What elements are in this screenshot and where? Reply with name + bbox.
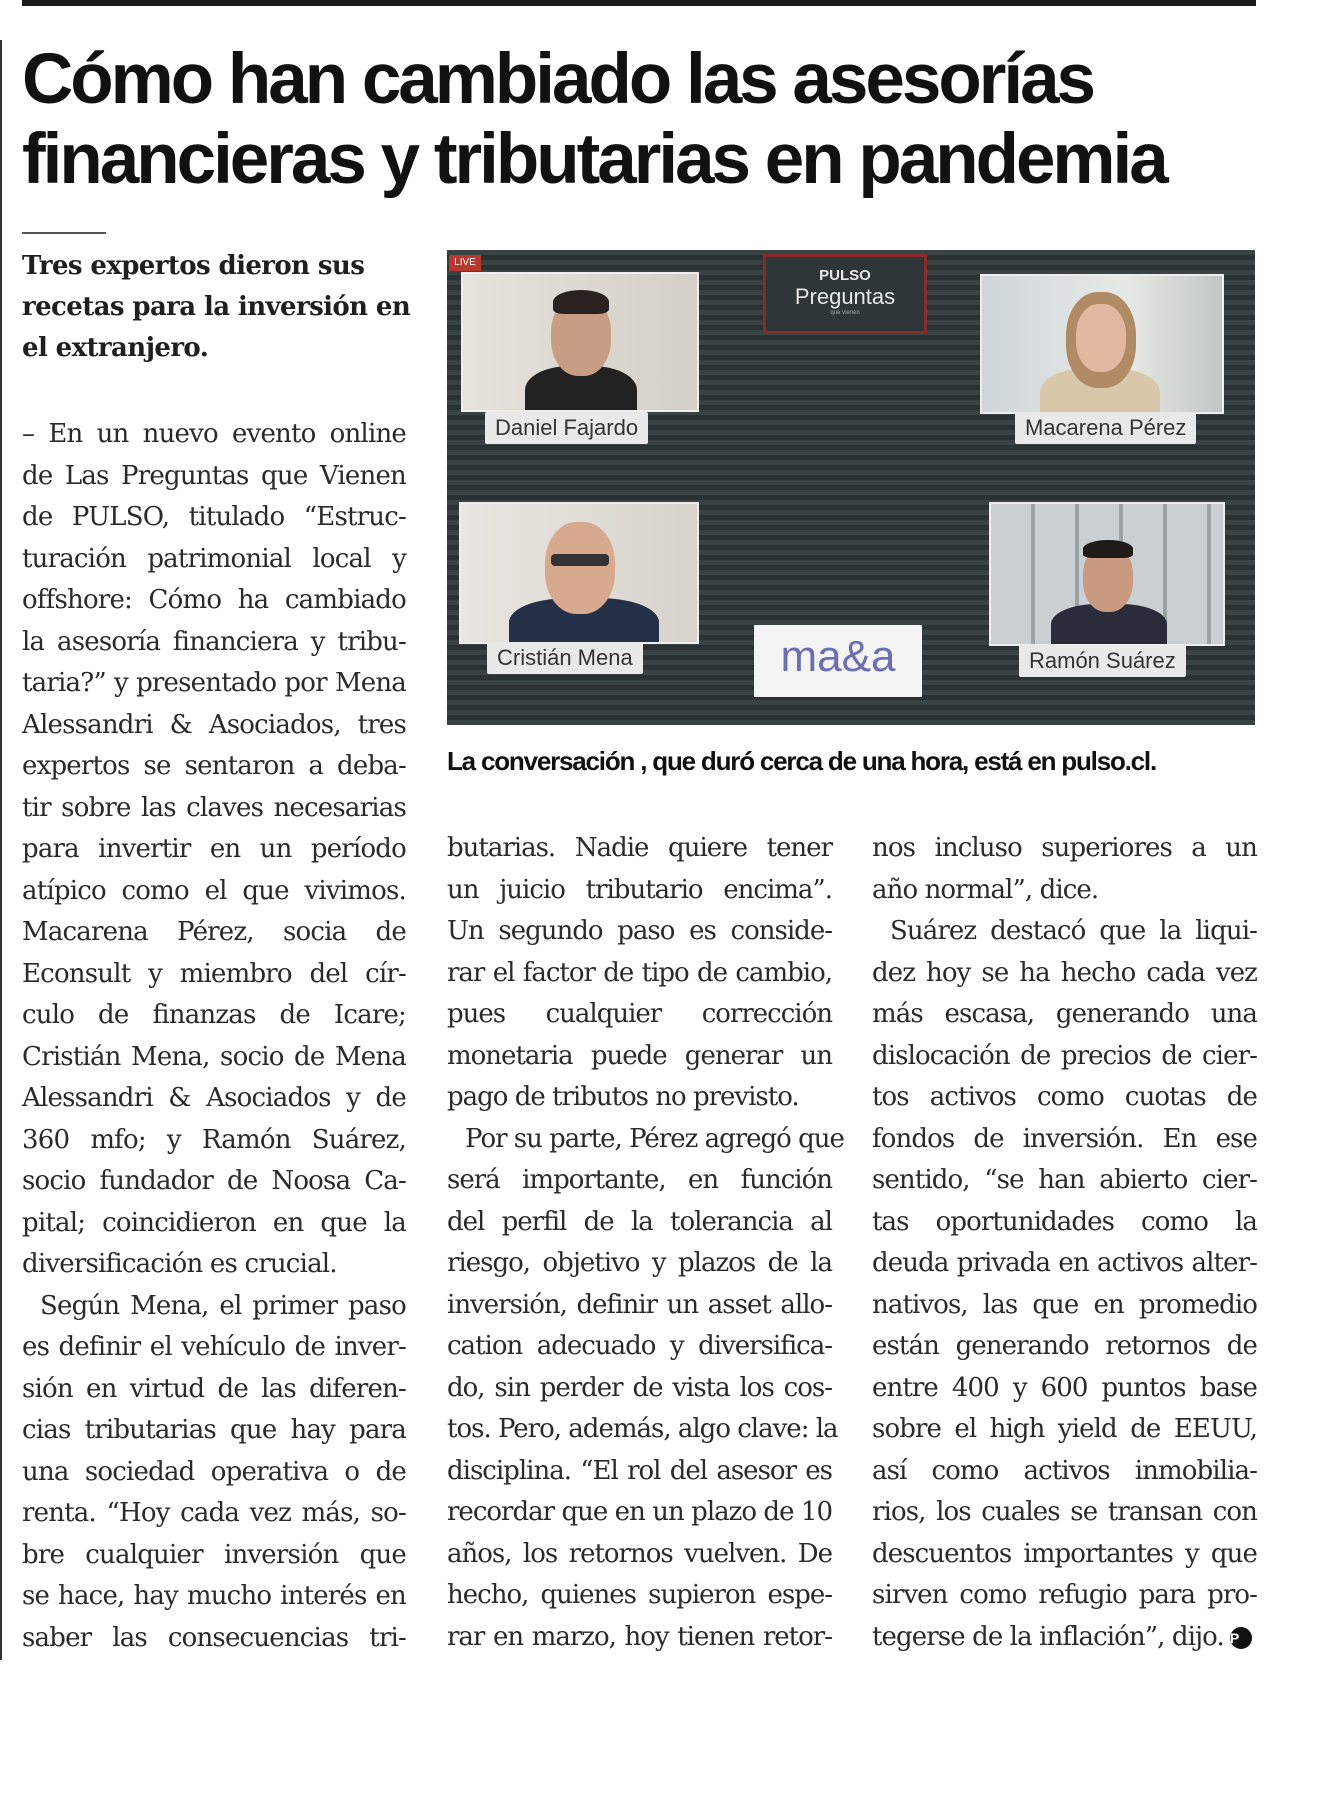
body-line: sirven como refugio para pro- <box>872 1580 1257 1610</box>
body-line: años, los retornos vuelven. De <box>447 1538 832 1569</box>
body-line: atípico como el que vivimos. <box>22 875 406 906</box>
body-line: Cristián Mena, socio de Mena <box>22 1041 406 1072</box>
body-line: nos incluso superiores a un <box>872 833 1257 863</box>
photo-caption: La conversación , que duró cerca de una hora, está en pulso.cl. <box>447 746 1156 776</box>
body-line: tegerse de la inflación”, dijo. P <box>872 1617 1257 1659</box>
person-glasses <box>551 554 609 566</box>
body-line: sobre el high yield de EEUU, <box>872 1414 1257 1444</box>
body-line: Suárez destacó que la liqui- <box>890 916 1257 946</box>
event-photo <box>447 250 1255 725</box>
logo-brand: PULSO <box>819 267 871 284</box>
person-face <box>545 522 615 614</box>
body-line: más escasa, generando una <box>872 999 1257 1029</box>
body-line: bre cualquier inversión que <box>22 1539 406 1570</box>
body-line: sión en virtud de las diferen- <box>22 1373 406 1404</box>
video-tile-macarena-perez <box>980 274 1224 414</box>
body-line: del perfil de la tolerancia al <box>447 1206 832 1237</box>
body-line: nativos, las que en promedio <box>872 1289 1257 1320</box>
live-tag: LIVE <box>449 255 481 271</box>
body-line: dez hoy se ha hecho cada vez <box>872 957 1257 988</box>
body-line: año normal”, dice. <box>872 874 1099 905</box>
body-line: Según Mena, el primer paso <box>40 1290 406 1321</box>
body-line: entre 400 y 600 puntos base <box>872 1372 1257 1403</box>
deck-line: el extranjero. <box>22 333 209 363</box>
body-line: Un segundo paso es conside- <box>447 916 832 946</box>
body-line: sentido, “se han abierto cier- <box>872 1165 1257 1195</box>
body-line: Macarena Pérez, socia de <box>22 917 406 947</box>
body-line: pues cualquier corrección <box>447 999 832 1029</box>
video-tile-daniel-fajardo <box>461 272 699 412</box>
body-line: butarias. Nadie quiere tener <box>447 833 832 863</box>
body-line: hecho, quienes supieron espe- <box>447 1580 832 1610</box>
body-line: turación patrimonial local y <box>22 543 406 574</box>
body-line: Por su parte, Pérez agregó que <box>465 1123 844 1154</box>
body-column-3 <box>872 828 1257 1658</box>
body-line: se hace, hay mucho interés en <box>22 1581 406 1611</box>
body-line: – En un nuevo evento online <box>22 419 406 449</box>
body-line: rios, los cuales se transan con <box>872 1497 1257 1527</box>
video-tile-cristian-mena <box>459 502 699 644</box>
body-column-2 <box>447 828 844 1658</box>
body-line: Alessandri & Asociados, tres <box>22 709 406 740</box>
body-line: recordar que en un plazo de 10 <box>447 1497 832 1527</box>
body-line: socio fundador de Noosa Ca- <box>22 1166 406 1196</box>
body-line: un juicio tributario encima”. <box>447 874 832 905</box>
body-line: de PULSO, titulado “Estruc- <box>22 502 406 532</box>
body-line: la asesoría financiera y tribu- <box>22 626 406 657</box>
body-line: Econsult y miembro del cír- <box>22 958 406 989</box>
person-face <box>1076 304 1126 372</box>
body-line: será importante, en función <box>447 1165 832 1195</box>
logo-subtitle: que vienen <box>830 310 860 316</box>
body-line: fondos de inversión. En ese <box>872 1123 1257 1154</box>
body-line: expertos se sentaron a deba- <box>22 751 406 781</box>
body-line: monetaria puede generar un <box>447 1040 832 1071</box>
body-line: renta. “Hoy cada vez más, so- <box>22 1498 406 1528</box>
body-column-1 <box>22 414 406 1659</box>
body-line: inversión, definir un asset allo- <box>447 1289 832 1320</box>
logo-title: Preguntas <box>794 284 896 309</box>
body-line: saber las consecuencias tri- <box>22 1622 406 1653</box>
body-line: cation adecuado y diversifica- <box>447 1331 832 1361</box>
body-line: dislocación de precios de cier- <box>872 1040 1257 1071</box>
person-hair <box>1083 540 1133 558</box>
deck-line: recetas para la inversión en <box>22 292 411 322</box>
body-line: tas oportunidades como la <box>872 1206 1257 1237</box>
headline-line-2: financieras y tributarias en pandemia <box>22 120 1166 199</box>
body-line: do, sin perder de vista los cos- <box>447 1372 832 1403</box>
body-line: cias tributarias que hay para <box>22 1415 406 1445</box>
event-logo <box>763 254 927 334</box>
headline <box>22 40 1262 200</box>
body-line: están generando retornos de <box>872 1331 1257 1361</box>
body-line: tos. Pero, además, algo clave: la <box>447 1414 838 1444</box>
video-tile-ramon-suarez <box>989 502 1225 646</box>
name-label-daniel-fajardo: Daniel Fajardo <box>485 412 648 444</box>
top-rule <box>22 0 1256 6</box>
deck-line: Tres expertos dieron sus <box>22 251 365 281</box>
body-line: offshore: Cómo ha cambiado <box>22 585 406 615</box>
body-line: pital; coincidieron en que la <box>22 1207 406 1238</box>
body-line: deuda privada en activos alter- <box>872 1248 1257 1278</box>
body-line: para invertir en un período <box>22 834 406 864</box>
person-hair <box>553 290 609 314</box>
name-label-macarena-perez: Macarena Pérez <box>1015 412 1196 444</box>
end-of-article-icon: P <box>1230 1627 1252 1649</box>
body-line: rar en marzo, hoy tienen retor- <box>447 1621 832 1652</box>
left-column-rule <box>0 40 2 1660</box>
body-line: riesgo, objetivo y plazos de la <box>447 1248 832 1278</box>
body-line: de Las Preguntas que Vienen <box>22 460 406 491</box>
body-line: rar el factor de tipo de cambio, <box>447 957 832 988</box>
sponsor-logo: ma&a <box>754 625 922 697</box>
body-line: taria?” y presentado por Mena <box>22 668 406 698</box>
headline-line-1: Cómo han cambiado las asesorías <box>22 40 1094 119</box>
body-line: una sociedad operativa o de <box>22 1456 406 1487</box>
body-line: culo de finanzas de Icare; <box>22 1000 406 1030</box>
body-line: es definir el vehículo de inver- <box>22 1332 406 1362</box>
name-label-cristian-mena: Cristián Mena <box>487 642 643 674</box>
body-line: 360 mfo; y Ramón Suárez, <box>22 1124 406 1155</box>
body-line: Alessandri & Asociados y de <box>22 1083 406 1113</box>
body-line: así como activos inmobilia- <box>872 1455 1257 1486</box>
name-label-ramon-suarez: Ramón Suárez <box>1019 645 1186 677</box>
body-line: disciplina. “El rol del asesor es <box>447 1455 832 1486</box>
body-line: tir sobre las claves necesarias <box>22 792 406 823</box>
deck <box>22 246 412 369</box>
body-line: tos activos como cuotas de <box>872 1082 1257 1112</box>
deck-rule <box>22 232 106 234</box>
body-line: pago de tributos no previsto. <box>447 1082 799 1112</box>
body-line: diversificación es crucial. <box>22 1249 337 1279</box>
body-line: descuentos importantes y que <box>872 1538 1257 1569</box>
